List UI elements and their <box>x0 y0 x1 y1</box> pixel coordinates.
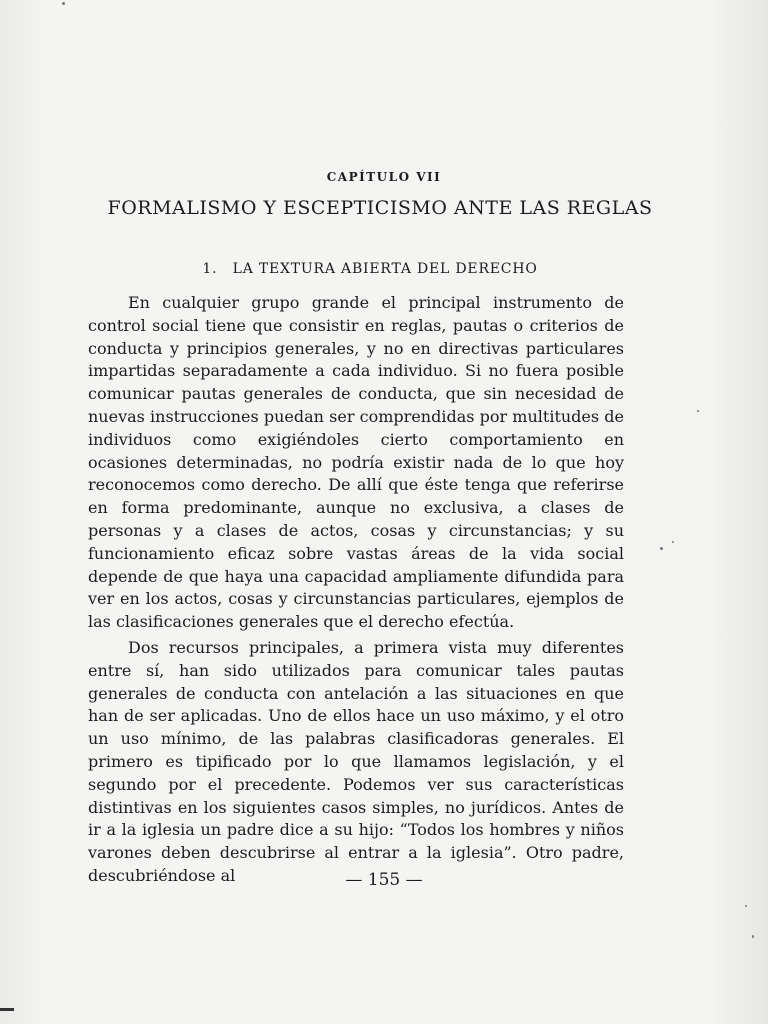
scan-speck <box>697 410 699 412</box>
scan-speck <box>660 547 663 550</box>
body-text <box>88 292 624 888</box>
scan-edge-mark <box>0 1008 14 1011</box>
section-title: LA TEXTURA ABIERTA DEL DERECHO <box>232 261 538 277</box>
section-heading <box>90 261 650 277</box>
scan-speck <box>62 2 65 5</box>
scan-speck <box>745 905 747 907</box>
section-number: 1. <box>202 261 218 277</box>
chapter-label: CAPÍTULO VII <box>326 170 442 184</box>
paragraph: En cualquier grupo grande el principal instrumento de control social tiene que consistir en reglas, pautas o criterios de conducta y principios generales, y no en directivas particulares impartidas separadamente a cada individuo. Si no fuera posible comunicar pautas generales de conducta, que sin necesidad de nuevas instrucciones puedan ser comprendidas por multitudes de individuos como exigiéndoles cierto comportamiento en ocasiones determinadas, no podría existir nada de lo que hoy reconocemos como derecho. De allí que éste tenga que referirse en forma predominante, aunque no exclusiva, a clases de personas y a clases de actos, cosas y circunstancias; y su funcionamiento eficaz sobre vastas áreas de la vida social depende de que haya una capacidad ampliamente difundida para ver en los actos, cosas y circunstancias particulares, ejemplos de las clasificaciones generales que el derecho efectúa. <box>88 293 624 632</box>
scan-speck <box>672 541 674 543</box>
paragraph: Dos recursos principales, a primera vista muy diferentes entre sí, han sido utilizados para comunicar tales pautas generales de conducta con antelación a las situaciones en que han de ser aplicadas. Uno de ellos hace un uso máximo, y el otro un uso mínimo, de las palabras clasificadoras generales. El primero es tipificado por lo que llamamos legislación, y el segundo por el precedente. Podemos ver sus características distintivas en los siguientes casos simples, no jurídicos. Antes de ir a la iglesia un padre dice a su hijo: “Todos los hombres y niños varones deben descubrirse al entrar a la iglesia”. Otro padre, descubriéndose al <box>88 637 624 885</box>
scan-speck <box>752 935 754 938</box>
chapter-title: FORMALISMO Y ESCEPTICISMO ANTE LAS REGLAS <box>107 197 653 219</box>
page-number: — 155 — <box>345 870 423 890</box>
